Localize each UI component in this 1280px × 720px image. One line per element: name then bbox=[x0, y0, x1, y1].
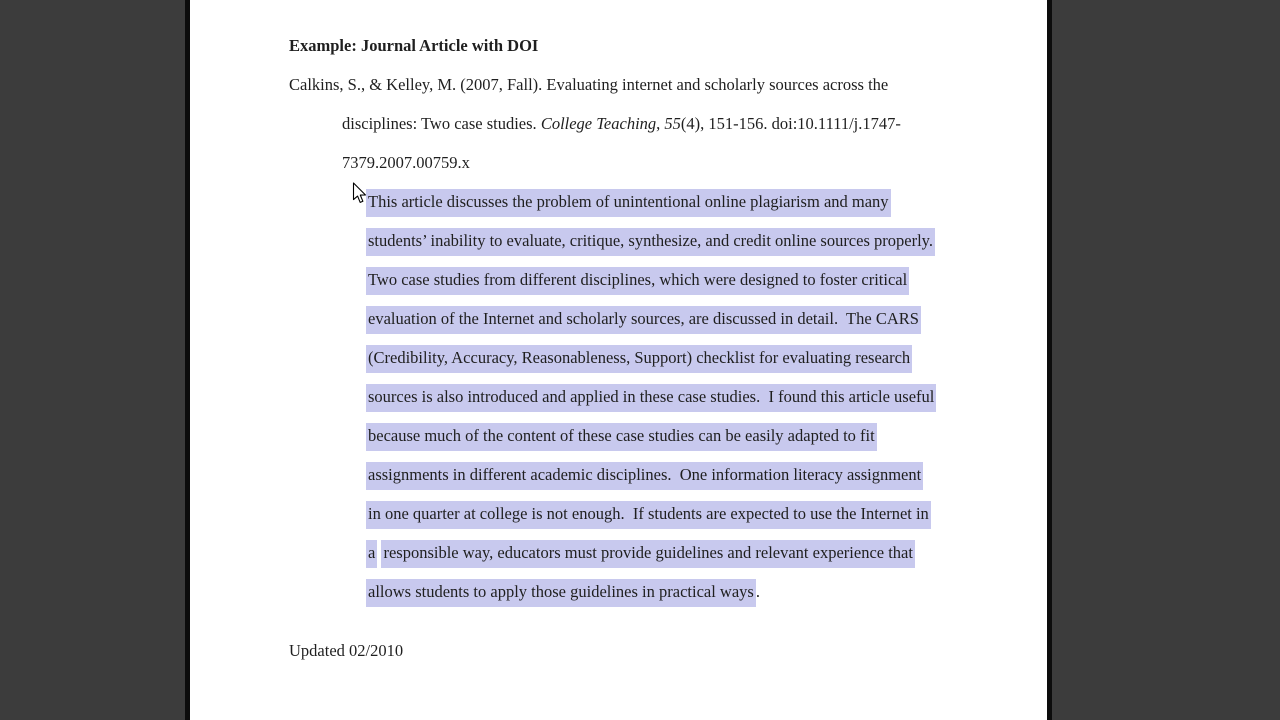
citation-line bbox=[289, 104, 1027, 143]
annotation-line bbox=[366, 533, 1027, 572]
citation-text: 55 bbox=[664, 114, 681, 133]
annotation-line bbox=[366, 221, 1027, 260]
selected-text: a bbox=[366, 540, 377, 568]
selected-text: assignments in different academic disciplines. One information literacy assignment bbox=[366, 462, 923, 490]
selected-text: This article discusses the problem of unintentional online plagiarism and many bbox=[366, 189, 891, 217]
selected-text: because much of the content of these case studies can be easily adapted to fit bbox=[366, 423, 877, 451]
annotation-line bbox=[366, 338, 1027, 377]
document-content bbox=[289, 26, 1027, 670]
annotation-line bbox=[366, 182, 1027, 221]
selected-text: responsible way, educators must provide guidelines and relevant experience that bbox=[381, 540, 915, 568]
annotation-line bbox=[366, 299, 1027, 338]
annotation-line bbox=[366, 494, 1027, 533]
selected-text: sources is also introduced and applied in these case studies. I found this article useful bbox=[366, 384, 936, 412]
citation-text: (4), 151-156. doi:10.1111/j.1747- bbox=[680, 114, 901, 133]
citation-text: disciplines: Two case studies. bbox=[342, 114, 541, 133]
document-page bbox=[185, 0, 1052, 720]
selected-text: evaluation of the Internet and scholarly sources, are discussed in detail. The CARS bbox=[366, 306, 921, 334]
annotation-text: . bbox=[755, 582, 760, 601]
annotation-line bbox=[366, 572, 1027, 611]
annotation-line bbox=[366, 416, 1027, 455]
citation-text: College Teaching bbox=[540, 114, 657, 133]
selected-text: allows students to apply those guidelines in practical ways bbox=[366, 579, 756, 607]
citation-block bbox=[289, 65, 1027, 182]
citation-line bbox=[289, 143, 1027, 182]
updated-date-text: Updated 02/2010 bbox=[289, 641, 404, 660]
example-heading: Example: Journal Article with DOI bbox=[289, 36, 539, 55]
citation-text: Calkins, S., & Kelley, M. (2007, Fall). Evaluating internet and scholarly sources across the bbox=[289, 75, 889, 94]
selected-text: (Credibility, Accuracy, Reasonableness, Support) checklist for evaluating research bbox=[366, 345, 912, 373]
annotation-line bbox=[366, 377, 1027, 416]
citation-line bbox=[289, 65, 1027, 104]
selected-text: students’ inability to evaluate, critique, synthesize, and credit online sources properly. bbox=[366, 228, 935, 256]
annotation-line bbox=[366, 455, 1027, 494]
annotation-line bbox=[366, 260, 1027, 299]
annotation-block bbox=[366, 182, 1027, 611]
citation-text: 7379.2007.00759.x bbox=[342, 153, 470, 172]
citation-text: , bbox=[656, 114, 665, 133]
selected-text: Two case studies from different disciplines, which were designed to foster critical bbox=[366, 267, 909, 295]
selected-text: in one quarter at college is not enough. If students are expected to use the Internet in bbox=[366, 501, 931, 529]
